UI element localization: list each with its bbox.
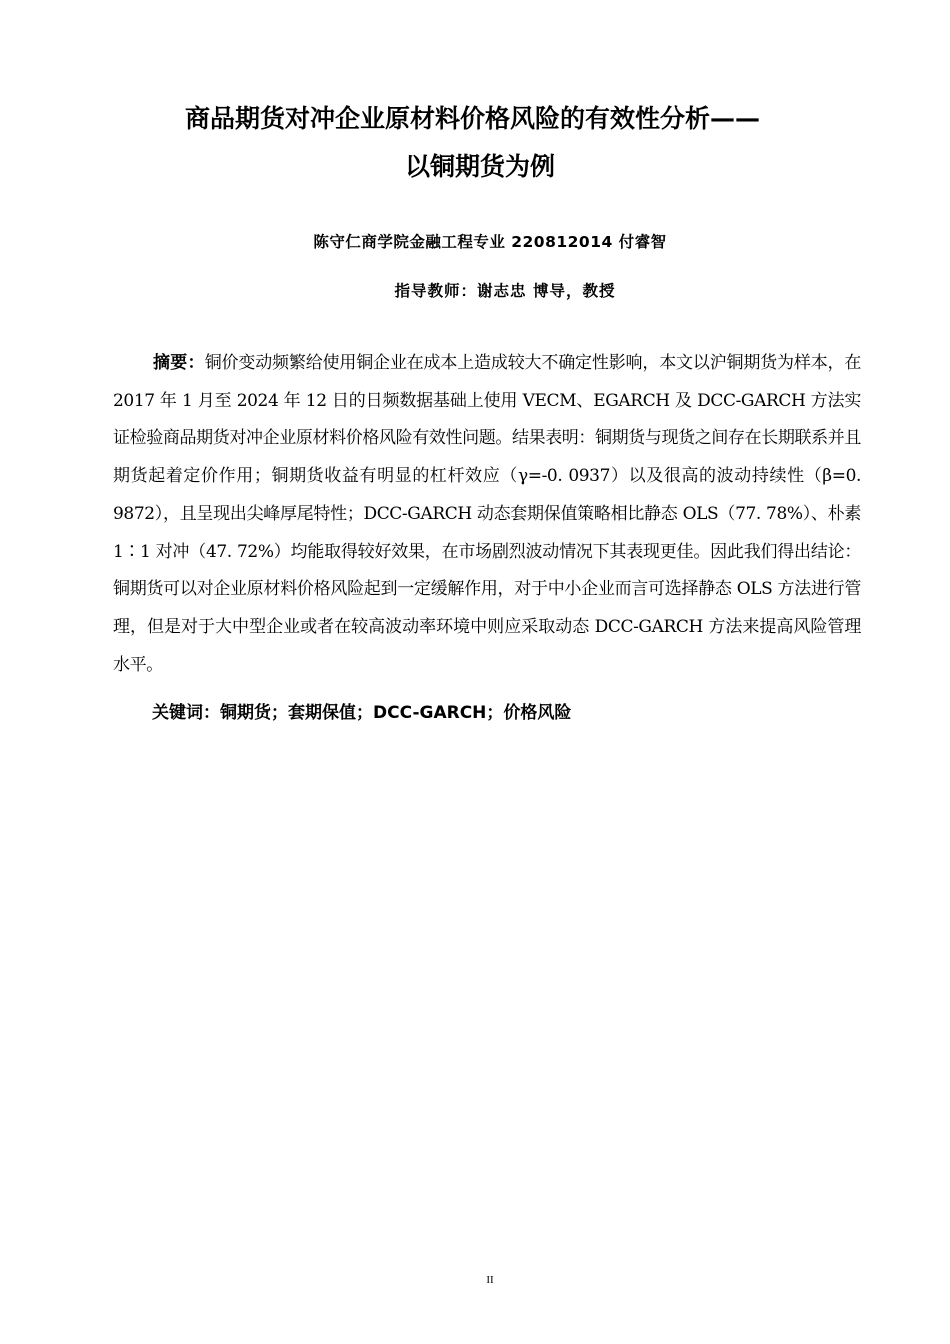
paper-title-line-1: 商品期货对冲企业原材料价格风险的有效性分析—— [185, 104, 761, 133]
abstract-text: 铜价变动频繁给使用铜企业在成本上造成较大不确定性影响，本文以沪铜期货为样本，在 2017 年 1 月至 2024 年 12 日的日频数据基础上使用 VECM、EGARCH 及 DCC-GARCH 方法实证检验商品期货对冲企业原材料价格风险有效性问题。结果表明：铜期货与现货之间存在长期联系并且期货起着定价作用；铜期货收益有明显的杠杆效应（γ=-0. 0937）以及很高的波动持续性（β=0. 9872），且呈现出尖峰厚尾特性；DCC-GARCH 动态套期保值策略相比静态 OLS（77. 78%）、朴素 1∶1 对冲（47. 72%）均能取得较好效果，在市场剧烈波动情况下其表现更佳。因此我们得出结论：铜期货可以对企业原材料价格风险起到一定缓解作用，对于中小企业而言可选择静态 OLS 方法进行管理，但是对于大中型企业或者在较高波动率环境中则应采取动态 DCC-GARCH 方法来提高风险管理水平。 [113, 353, 861, 675]
keywords-line: 关键词：铜期货；套期保值；DCC-GARCH；价格风险 [152, 703, 572, 723]
advisor-line: 指导教师：谢志忠 博导，教授 [394, 282, 616, 300]
author-line: 陈守仁商学院金融工程专业 220812014 付睿智 [313, 233, 667, 251]
abstract-paragraph [113, 345, 861, 684]
page-number: II [486, 1274, 494, 1286]
paper-title-line-2: 以铜期货为例 [404, 152, 555, 181]
abstract-label: 摘要： [153, 353, 205, 373]
